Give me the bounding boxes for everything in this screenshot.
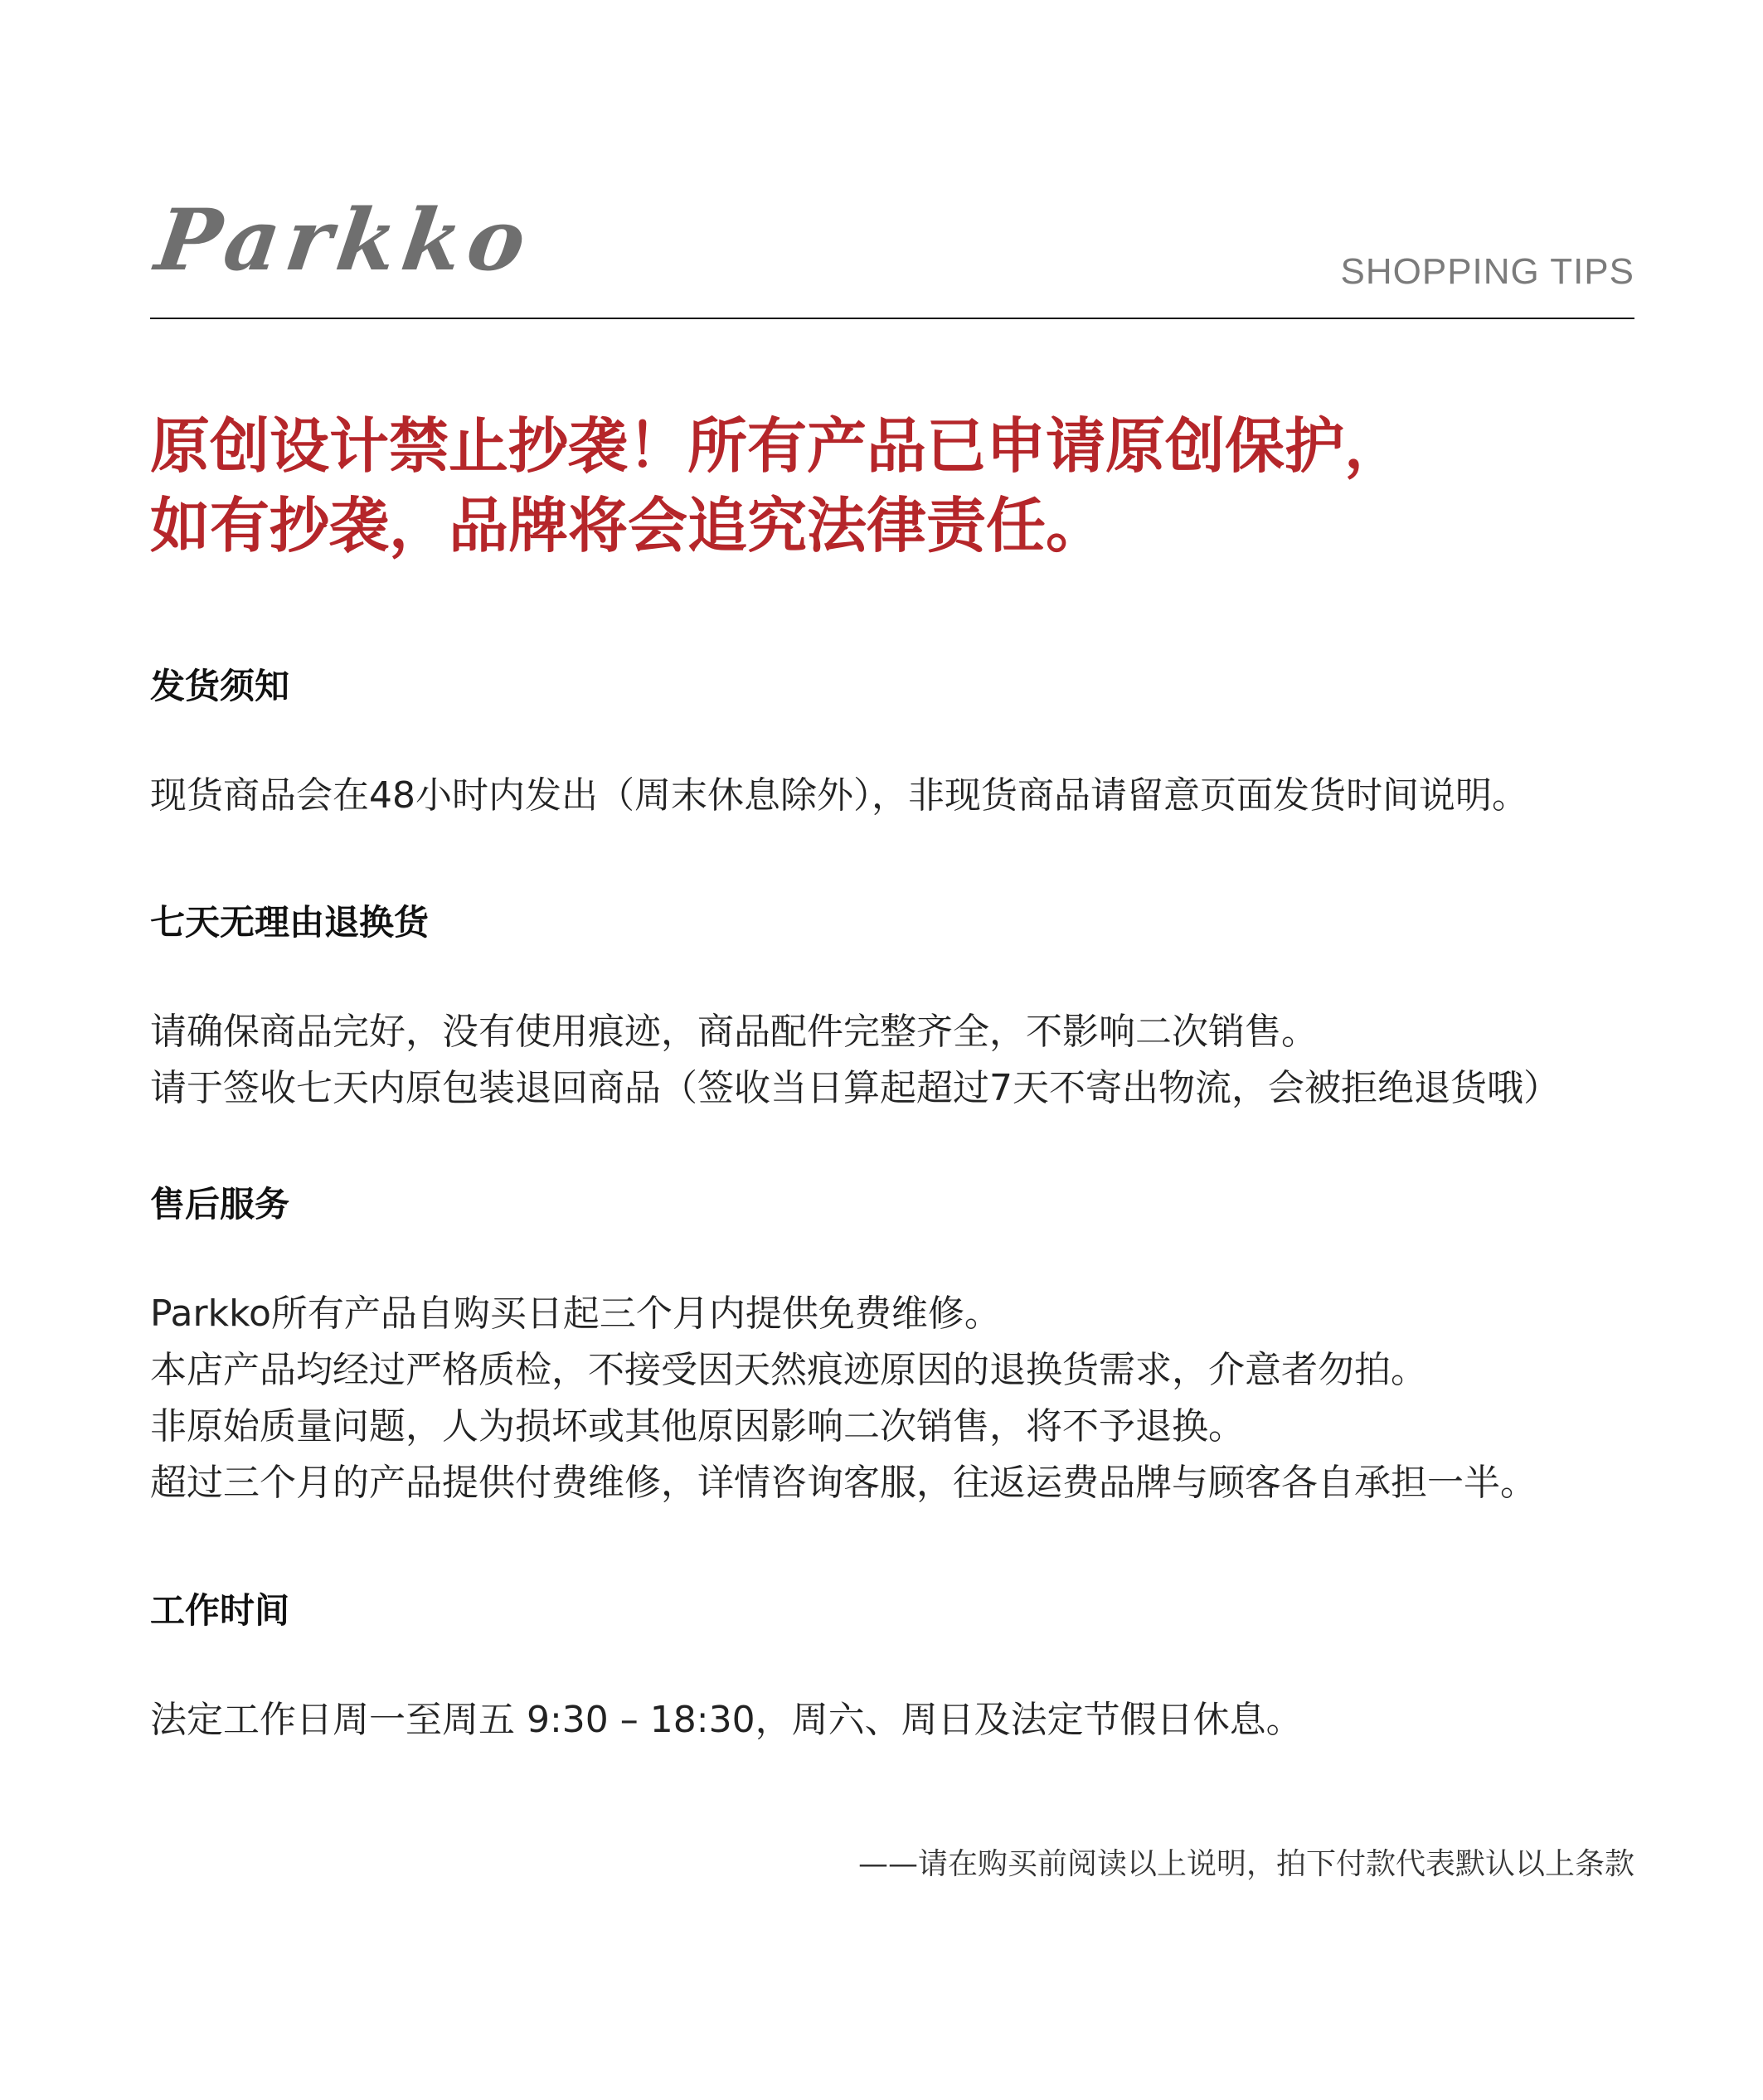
section-working-hours <box>150 1588 1634 1748</box>
shipping-line-1: 现货商品会在48小时内发出（周末休息除外），非现货商品请留意页面发货时间说明。 <box>150 774 1528 817</box>
returns-line-1: 请确保商品完好，没有使用痕迹，商品配件完整齐全，不影响二次销售。 <box>150 1011 1318 1053</box>
footer-note: ——请在购买前阅读以上说明，拍下付款代表默认以上条款 <box>857 1847 1634 1881</box>
copyright-notice <box>150 406 1634 565</box>
after-sales-line-2: 本店产品均经过严格质检，不接受因天然痕迹原因的退换货需求，介意者勿拍。 <box>150 1349 1427 1391</box>
header <box>150 191 1634 323</box>
copyright-notice-line-2: 如有抄袭，品牌将会追究法律责任。 <box>150 491 1106 560</box>
header-divider <box>150 318 1634 319</box>
after-sales-line-4: 超过三个月的产品提供付费维修，详情咨询客服，往返运费品牌与顾客各自承担一半。 <box>150 1462 1537 1504</box>
after-sales-line-3: 非原始质量问题，人为损坏或其他原因影响二次销售，将不予退换。 <box>150 1405 1245 1448</box>
section-shipping <box>150 663 1634 824</box>
working-hours-line-1: 法定工作日周一至周五 9:30 – 18:30，周六、周日及法定节假日休息。 <box>150 1699 1303 1741</box>
section-after-sales <box>150 1181 1634 1511</box>
copyright-notice-line-1: 原创设计禁止抄袭！所有产品已申请原创保护， <box>150 411 1405 481</box>
section-title-returns: 七天无理由退换货 <box>150 902 430 943</box>
section-title-after-sales: 售后服务 <box>150 1184 290 1225</box>
returns-line-2: 请于签收七天内原包装退回商品（签收当日算起超过7天不寄出物流，会被拒绝退货哦） <box>150 1067 1560 1109</box>
section-body-after-sales <box>150 1286 1634 1511</box>
section-title-shipping: 发货须知 <box>150 666 290 706</box>
section-body-shipping <box>150 768 1634 824</box>
brand-logo: Parkko <box>150 191 539 290</box>
shopping-tips-page <box>150 0 1634 2100</box>
section-returns <box>150 900 1634 1117</box>
section-body-working-hours <box>150 1692 1634 1748</box>
section-title-working-hours: 工作时间 <box>150 1590 290 1631</box>
shopping-tips-tagline: SHOPPING TIPS <box>1340 251 1634 292</box>
after-sales-line-1: Parkko所有产品自购买日起三个月内提供免费维修。 <box>150 1292 1001 1335</box>
section-body-returns <box>150 1004 1634 1117</box>
